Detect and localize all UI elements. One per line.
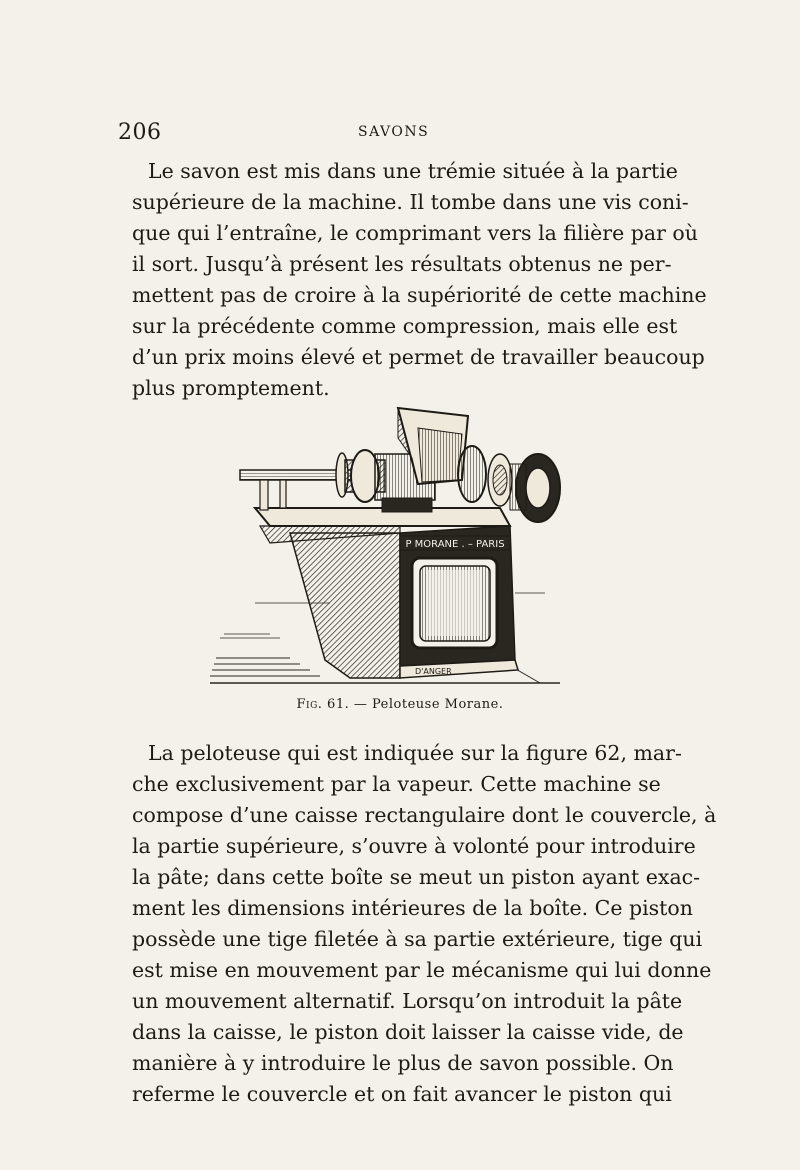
text-line: d’un prix moins élevé et permet de travailler beaucoup xyxy=(132,345,705,369)
text-line: supérieure de la machine. Il tombe dans une vis coni- xyxy=(132,190,689,214)
engraving-peloteuse-morane xyxy=(200,398,660,698)
maker-plate: P MORANE . – PARIS xyxy=(405,539,505,550)
machine-stand xyxy=(255,508,518,678)
text-line: possède une tige filetée à sa partie extérieure, tige qui xyxy=(132,927,703,951)
text-line: che exclusivement par la vapeur. Cette machine se xyxy=(132,772,661,796)
text-line: il sort. Jusqu’à présent les résultats obtenus ne per- xyxy=(132,252,672,276)
engraver-signature: D'ANGER xyxy=(415,667,452,676)
page-header xyxy=(118,120,658,150)
paragraph-1 xyxy=(132,156,707,404)
text-line: plus promptement. xyxy=(132,376,330,400)
page-number: 206 xyxy=(118,120,162,145)
text-line: dans la caisse, le piston doit laisser la caisse vide, de xyxy=(132,1020,684,1044)
text-line: La peloteuse qui est indiquée sur la figure 62, mar- xyxy=(148,741,682,765)
text-line: mettent pas de croire à la supériorité de cette machine xyxy=(132,283,707,307)
paragraph-2 xyxy=(132,738,717,1110)
text-line: sur la précédente comme compression, mais elle est xyxy=(132,314,678,338)
text-line: compose d’une caisse rectangulaire dont le couvercle, à xyxy=(132,803,717,827)
text-line: referme le couvercle et on fait avancer le piston qui xyxy=(132,1082,672,1106)
text-line: ment les dimensions intérieures de la boîte. Ce piston xyxy=(132,896,693,920)
text-line: la pâte; dans cette boîte se meut un piston ayant exac- xyxy=(132,865,701,889)
figure-caption xyxy=(0,697,800,712)
text-line: est mise en mouvement par le mécanisme qui lui donne xyxy=(132,958,712,982)
figure-title: — Peloteuse Morane. xyxy=(349,697,504,712)
text-line: que qui l’entraîne, le comprimant vers la filière par où xyxy=(132,221,698,245)
text-line: la partie supérieure, s’ouvre à volonté pour introduire xyxy=(132,834,696,858)
text-line: Le savon est mis dans une trémie située à la partie xyxy=(148,159,678,183)
text-line: un mouvement alternatif. Lorsqu’on introduit la pâte xyxy=(132,989,683,1013)
figure-number: Fig. 61. xyxy=(296,697,350,712)
text-line: manière à y introduire le plus de savon possible. On xyxy=(132,1051,674,1075)
extruder-rod xyxy=(240,450,435,512)
running-title: SAVONS xyxy=(358,124,430,140)
